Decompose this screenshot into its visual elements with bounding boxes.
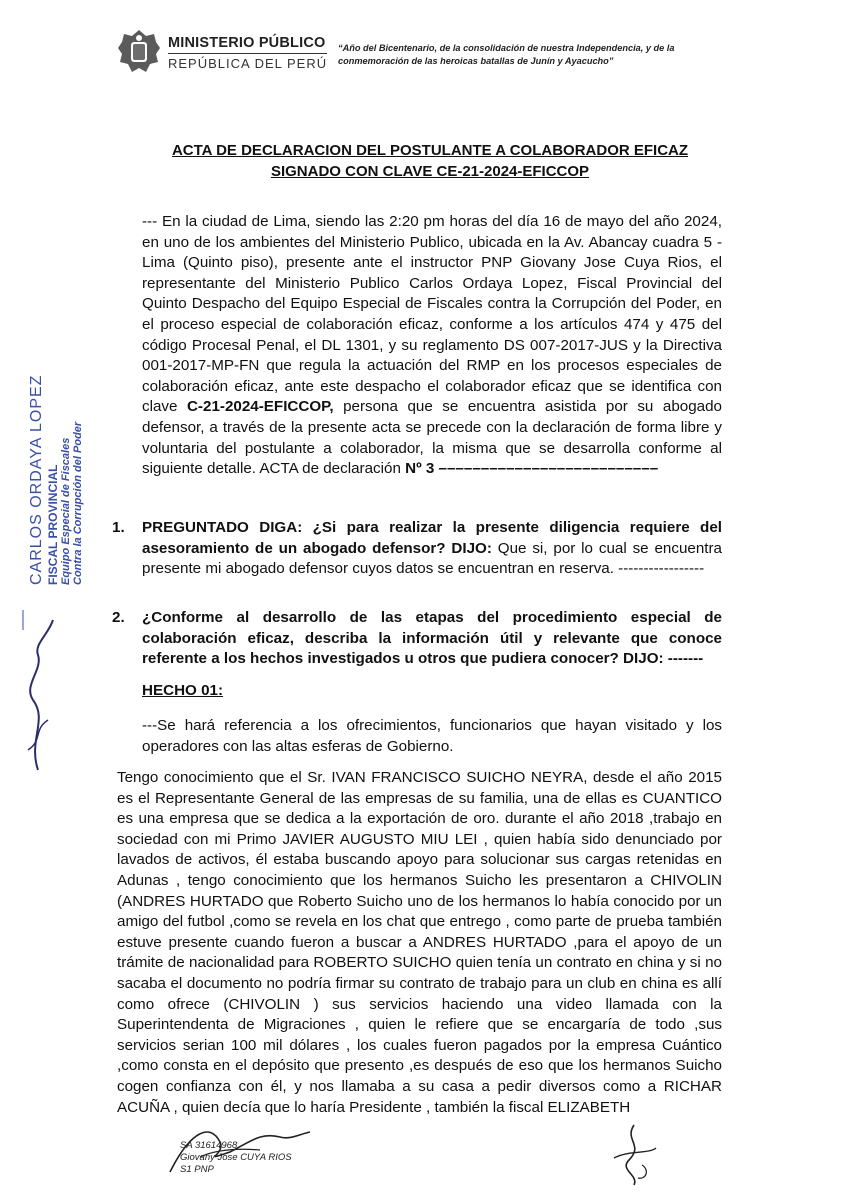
intro-paragraph: [142, 212, 722, 480]
question-text: PREGUNTADO DIGA: ¿Si para realizar la presente diligencia requiere del asesoramiento de un abogado defensor? DIJO:: [142, 519, 722, 557]
signature-name: Giovany Jose CUYA RIOS: [180, 1152, 292, 1163]
stamp-unit-1: Equipo Especial de Fiscales: [60, 437, 72, 585]
hecho-reference: ---Se hará referencia a los ofrecimientos, funcionarios que hayan visitado y los operadores con las altas esferas de Gobierno.: [142, 717, 722, 755]
intro-text-a: --- En la ciudad de Lima, siendo las 2:20 pm horas del día 16 de mayo del año 2024, en uno de los ambientes del Ministerio Publico, ubicada en la Av. Abancay cuadra 5 - Lima (Quinto piso), presente ante el instructor PNP Giovany Jose Cuya Rios, el representante del Ministerio Publico Carlos Ordaya Lopez, Fiscal Provincial del Quinto Despacho del Equipo Especial de Fiscales contra la Corrupción del Poder, en el proceso especial de colaboración eficaz, conforme a los artículos 474 y 475 del código Procesal Penal, el DL 1301, y su reglamento DS 007-2017-JUS y la Directiva 001-2017-MP-FN que regula la actuación del RMP en los procesos especiales de colaboración eficaz, ante este despacho el colaborador eficaz que se identifica con clave: [142, 213, 722, 416]
signature-scribble-icon: [8, 600, 118, 780]
fiscal-stamp: [28, 375, 84, 585]
title-line-1: ACTA DE DECLARACION DEL POSTULANTE A COLABORADOR EFICAZ: [171, 142, 689, 159]
signature-id: SA 31614968: [180, 1140, 238, 1151]
acta-number: Nº 3 ––––––––––––––––––––––––––: [405, 460, 659, 478]
intro-text-b: persona que se encuentra asistida por su abogado defensor, a través de la presente acta se precede con la declaración de forma libre y voluntaria del postulante a colaborador, la misma que se desarrolla conforme al siguiente detalle. ACTA de declaración: [142, 398, 722, 478]
stamp-name: CARLOS ORDAYA LOPEZ: [28, 374, 45, 585]
question-number: 2.: [112, 609, 125, 626]
org-name: MINISTERIO PÚBLICO: [168, 35, 327, 54]
clave-code: C-21-2024-EFICCOP,: [186, 398, 334, 416]
signature-rank: S1 PNP: [180, 1164, 214, 1175]
hecho-body: Tengo conocimiento que el Sr. IVAN FRANCISCO SUICHO NEYRA, desde el año 2015 es el Representante General de las empresas de su familia, una de ellas es CUANTICO es una empresa que se dedica a la exportación de oro. durante el año 2018 ,trabajo en sociedad con mi Primo JAVIER AUGUSTO MIU LEI , quien había sido denunciado por lavados de activos, él estaba buscando apoyo para solucionar sus cargas retenidas en Adunas , tengo conocimiento que los hermanos Suicho les presentaron a CHIVOLIN (ANDRES HURTADO que Roberto Suicho uno de los hermanos lo había conocido por un amigo del futbol ,como se revela en los chat que entrego , como parte de prueba también estuve presente cuando fueron a buscar a ANDRES HURTADO ,para el apoyo de un trámite de nacionalidad para ROBERTO SUICHO quien tenía un contrato en china y si no sacaba el documento no podría firmar su contrato de trabajo para un club en china es allí como ofrece (CHIVOLIN ) sus servicios haciendo una video llamada con la Superintendenta de Migraciones , quien le refiere que se encargaría de todo ,sus servicios serian 100 mil dólares , los cuales fueron pagados por la empresa Cuántico ,como consta en el depósito que presento ,es después de eso que los hermanos Suicho cogen confianza con él, y nos llamaba a su casa a pedir diversos como a RICHAR ACUÑA , quien decía que lo haría Presidente , también la fiscal ELIZABETH: [117, 769, 722, 1116]
org-subtitle: REPÚBLICA DEL PERÚ: [168, 56, 328, 71]
year-motto: “Año del Bicentenario, de la consolidación de nuestra Independencia, y de la conmemoración de las heroicas batallas de Junín y Ayacucho”: [338, 43, 675, 66]
title-line-2: SIGNADO CON CLAVE CE-21-2024-EFICCOP: [270, 163, 590, 180]
stamp-role: FISCAL PROVINCIAL: [46, 464, 60, 585]
stamp-unit-2: Contra la Corrupción del Poder: [72, 421, 84, 585]
question-text: ¿Conforme al desarrollo de las etapas del procedimiento especial de colaboración eficaz, describa la información útil y relevante que conoce referente a los hechos investigados u otros que pudiera conocer? DIJO: -------: [142, 609, 722, 668]
document-title: [120, 140, 740, 182]
coat-of-arms-icon: [116, 28, 162, 78]
question-item-1: [112, 518, 723, 580]
signature-block: [180, 1140, 292, 1176]
answer-text: Que si, por lo cual se encuentra presente mi abogado defensor cuyos datos se encuentran en reserva. -----------------: [142, 539, 723, 578]
initials-scribble-icon: [604, 1120, 664, 1192]
hecho-heading: HECHO 01:: [142, 682, 224, 699]
question-number: 1.: [112, 519, 125, 536]
document-header: [0, 0, 846, 90]
question-item-2: [112, 608, 722, 670]
ministerio-logo: [116, 28, 327, 78]
